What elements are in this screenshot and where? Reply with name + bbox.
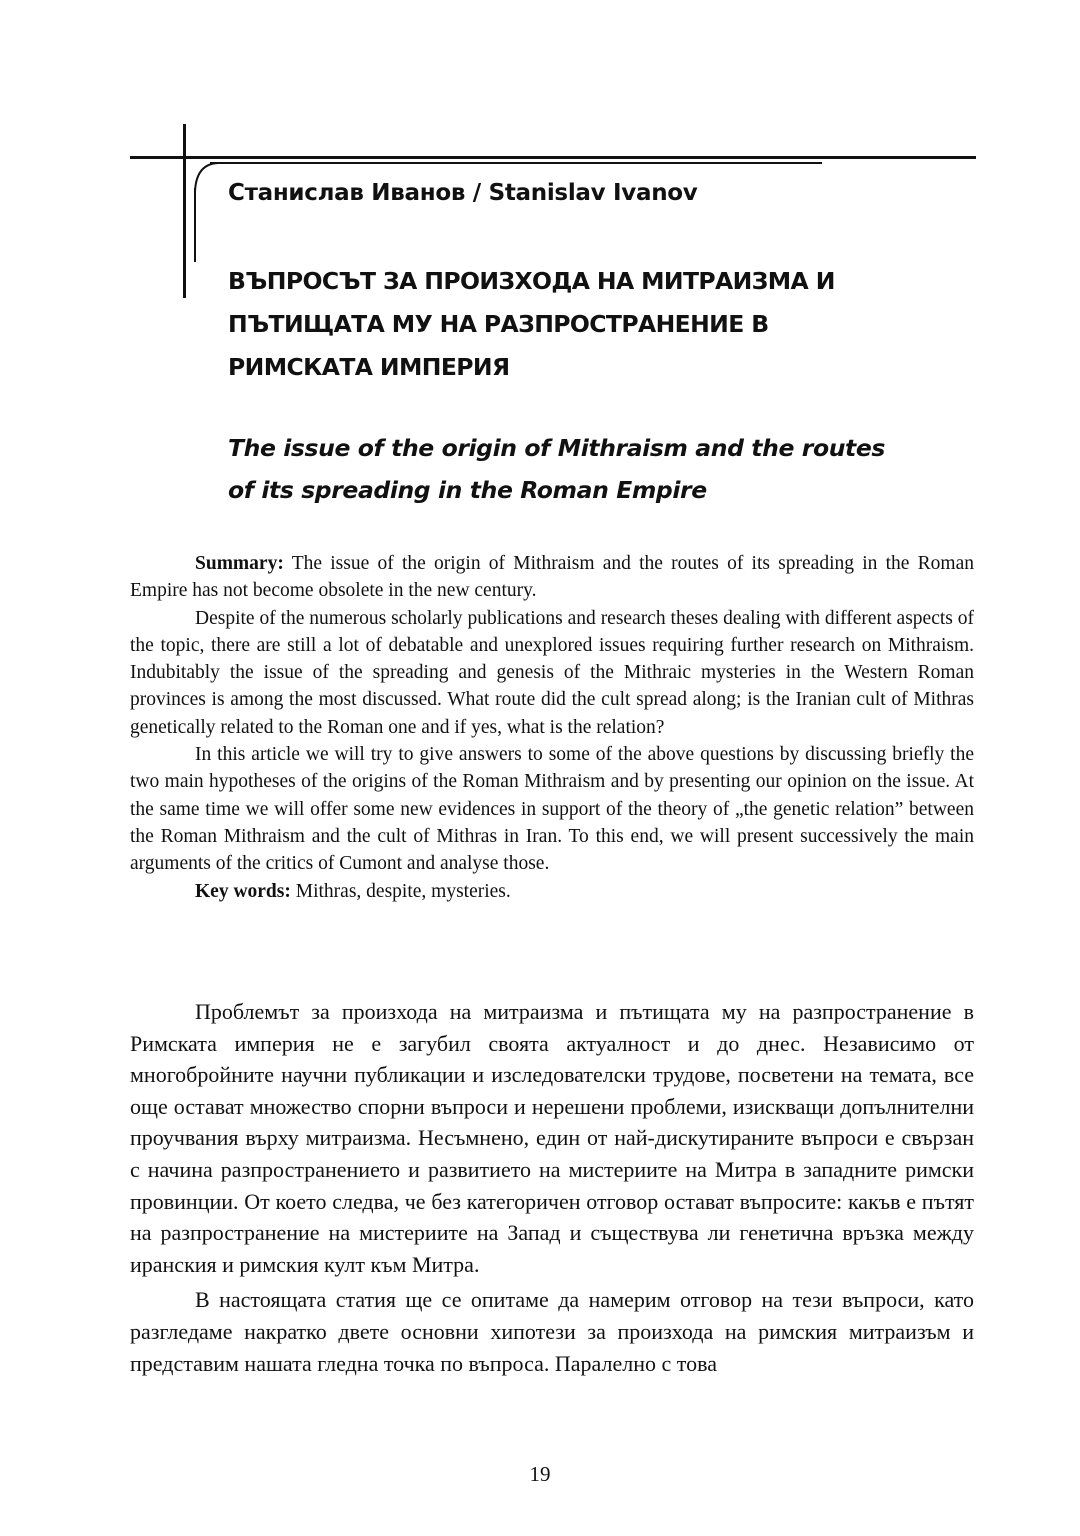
- keywords-text: Mithras, despite, mysteries.: [290, 880, 511, 902]
- summary-label: Summary:: [195, 553, 284, 574]
- header-rule-horizontal: [130, 156, 976, 159]
- article-body: [130, 996, 974, 1379]
- keywords-paragraph: [130, 878, 974, 905]
- body-paragraph: Проблемът за произхода на митраизма и пътищата му на разпространение в Римската империя не е загубил своята актуалност и до днес. Независимо от многобройните научни публикации и изследователски трудове, посветени на темата, все още остават множество спорни въпроси и нерешени проблеми, изискващи допълнителни проучвания върху митраизма. Несъмнено, един от най-дискутираните въпроси е свързан с начина разпространението и развитието на мистериите на Митра в западните римски провинции. От което следва, че без категоричен отговор остават въпросите: какъв е пътят на разпространение на мистериите на Запад и съществува ли генетична връзка между иранския и римския култ към Митра.: [130, 999, 974, 1277]
- summary-paragraph: [130, 550, 974, 605]
- summary-text: The issue of the origin of Mithraism and the routes of its spreading in the Roman Empire has not become obsolete in the new century.: [130, 553, 974, 602]
- keywords-label: Key words:: [195, 880, 291, 902]
- title-bulgarian-line: ВЪПРОСЪТ ЗА ПРОИЗХОДА НА МИТРАИЗМА И: [228, 267, 835, 295]
- header-rule-corner-curve: [190, 158, 220, 194]
- abstract-paragraph: Despite of the numerous scholarly publications and research theses dealing with different aspects of the topic, there are still a lot of debatable and unexplored issues requiring further research on Mithraism. Indubitably the issue of the spreading and genesis of the Mithraic mysteries in the Western Roman provinces is among the most discussed. What route did the cult spread along; is the Iranian cult of Mithras genetically related to the Roman one and if yes, what is the relation?: [130, 607, 974, 738]
- title-bulgarian-line: РИМСКАТА ИМПЕРИЯ: [228, 353, 510, 381]
- page-number: 19: [529, 1462, 551, 1486]
- header-rule-inner-horizontal: [210, 162, 822, 164]
- abstract-paragraph: In this article we will try to give answers to some of the above questions by discussing briefly the two main hypotheses of the origins of the Roman Mithraism and by presenting our opinion on the issue. At the same time we will offer some new evidences in support of the theory of „the genetic relation” between the Roman Mithraism and the cult of Mithras in Iran. To this end, we will present successively the main arguments of the critics of Cumont and analyse those.: [130, 744, 974, 875]
- title-bulgarian-line: ПЪТИЩАТА МУ НА РАЗПРОСТРАНЕНИЕ В: [228, 310, 769, 338]
- title-english: [228, 427, 948, 511]
- title-bulgarian: [228, 260, 928, 389]
- header-rule-inner-vertical: [194, 188, 196, 262]
- title-english-line: of its spreading in the Roman Empire: [228, 476, 707, 504]
- abstract: [130, 550, 974, 905]
- title-english-line: The issue of the origin of Mithraism and the routes: [228, 434, 885, 462]
- header-rule-vertical: [183, 124, 186, 298]
- author-line: Станислав Иванов / Stanislav Ivanov: [228, 180, 698, 206]
- body-paragraph: В настоящата статия ще се опитаме да намерим отговор на тези въпроси, като разгледаме накратко двете основни хипотези за произхода на римския митраизъм и представим нашата гледна точка по въпроса. Паралелно с това: [130, 1287, 974, 1376]
